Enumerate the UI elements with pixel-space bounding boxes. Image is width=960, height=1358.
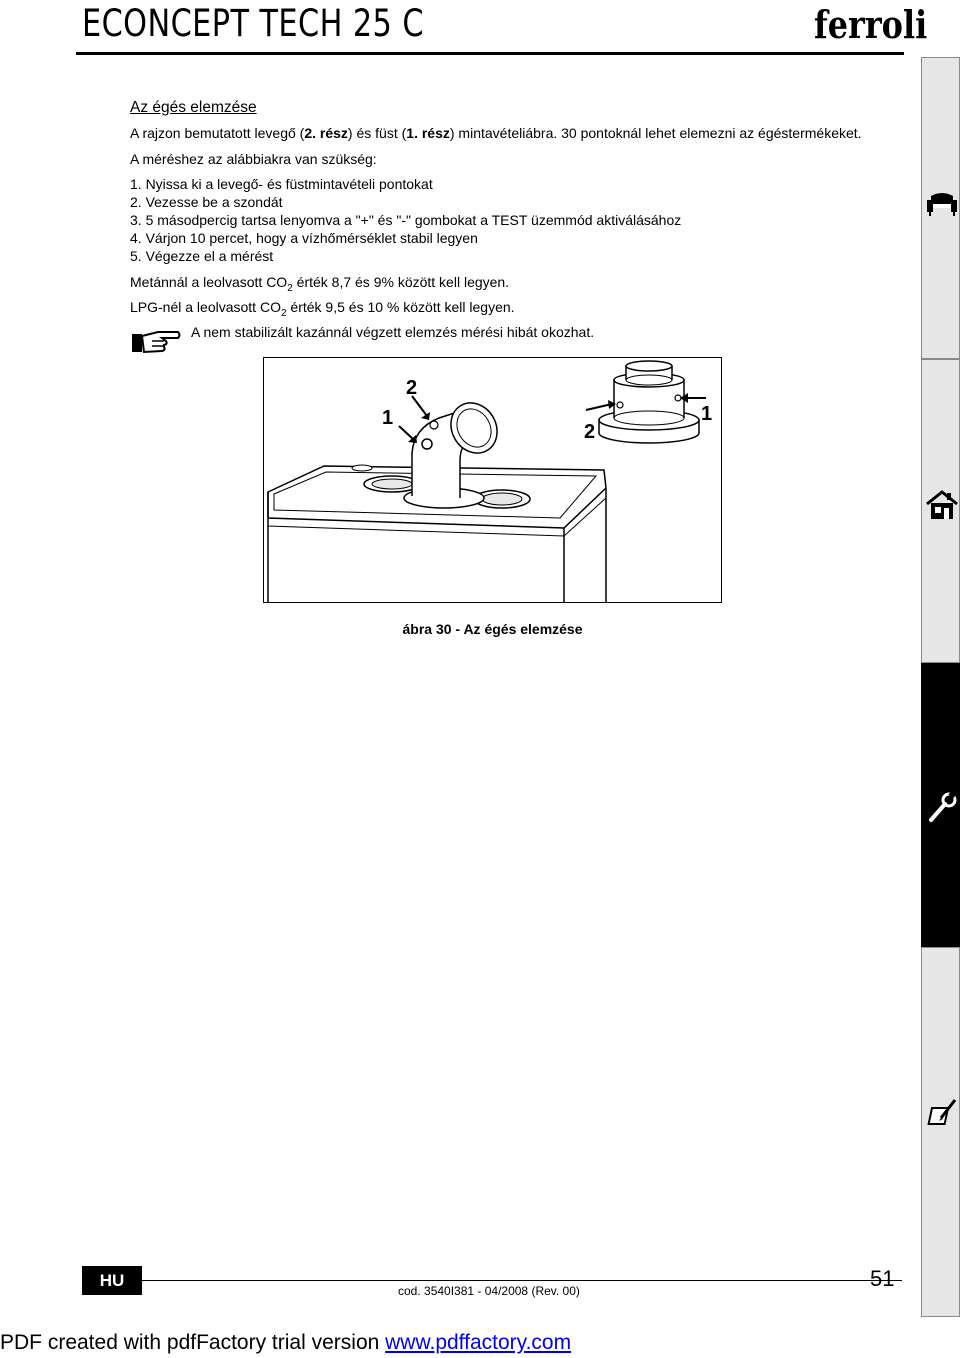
tab-service[interactable] (921, 663, 960, 947)
lpg-text: LPG-nél a leolvasott CO (130, 299, 281, 315)
house-icon (925, 488, 959, 522)
tab-installer[interactable] (921, 359, 960, 663)
part-1-label: 1. rész (406, 125, 450, 141)
pdf-notice-text: PDF created with pdfFactory trial version (0, 1331, 386, 1354)
step-item: 2. Vezesse be a szondát (130, 194, 283, 210)
section-heading: Az égés elemzése (130, 99, 257, 116)
footer-rule (142, 1280, 902, 1281)
language-badge: HU (82, 1266, 142, 1295)
figure-combustion-analysis (263, 357, 722, 603)
part-2-label: 2. rész (304, 125, 348, 141)
wrench-icon (925, 790, 959, 824)
document-title: ECONCEPT TECH 25 C (82, 2, 424, 45)
intro-text: ) mintavételiábra. 30 pontoknál lehet elemezni az égéstermékeket. (449, 125, 862, 141)
pointing-hand-icon (130, 326, 182, 356)
label-1: 1 (382, 407, 394, 429)
intro-text: ) és füst ( (347, 125, 407, 141)
notepad-pencil-icon (925, 1094, 959, 1128)
methane-text: Metánnál a leolvasott CO (130, 274, 288, 290)
subscript: 2 (287, 283, 293, 294)
label-2: 2 (406, 377, 418, 399)
figure-caption: ábra 30 - Az égés elemzése (402, 621, 583, 637)
lpg-requirement (130, 298, 515, 323)
lpg-text: érték 9,5 és 10 % között kell legyen. (286, 299, 515, 315)
methane-text: érték 8,7 és 9% között kell legyen. (292, 274, 510, 290)
ferroli-logo: ferroli (814, 2, 928, 47)
requirements-intro: A méréshez az alábbiakra van szükség: (130, 151, 377, 167)
pdffactory-link[interactable]: www.pdffactory.com (385, 1331, 572, 1354)
boiler-illustration (264, 358, 721, 602)
label-2: 2 (584, 421, 596, 443)
intro-text: A rajzon bemutatott levegő ( (130, 125, 305, 141)
header-rule (76, 52, 904, 55)
pdf-notice (0, 1331, 571, 1355)
subscript: 2 (280, 308, 287, 319)
step-item: 3. 5 másodpercig tartsa lenyomva a "+" és "-" gombokat a TEST üzemmód aktiválásához (130, 212, 682, 228)
step-item: 1. Nyissa ki a levegő- és füstmintavételi pontokat (130, 176, 433, 192)
step-item: 4. Várjon 10 percet, hogy a vízhőmérséklet stabil legyen (130, 230, 478, 246)
tab-user[interactable] (921, 57, 960, 359)
methane-requirement (130, 273, 509, 298)
intro-paragraph (130, 124, 862, 142)
armchair-icon (925, 186, 959, 220)
tab-technical-data[interactable] (921, 947, 960, 1317)
label-1: 1 (701, 403, 713, 425)
page-number: 51 (870, 1266, 895, 1291)
document-code: cod. 3540I381 - 04/2008 (Rev. 00) (398, 1284, 580, 1298)
warning-note: A nem stabilizált kazánnál végzett elemzés mérési hibát okozhat. (191, 324, 595, 340)
step-item: 5. Végezze el a mérést (130, 248, 274, 264)
